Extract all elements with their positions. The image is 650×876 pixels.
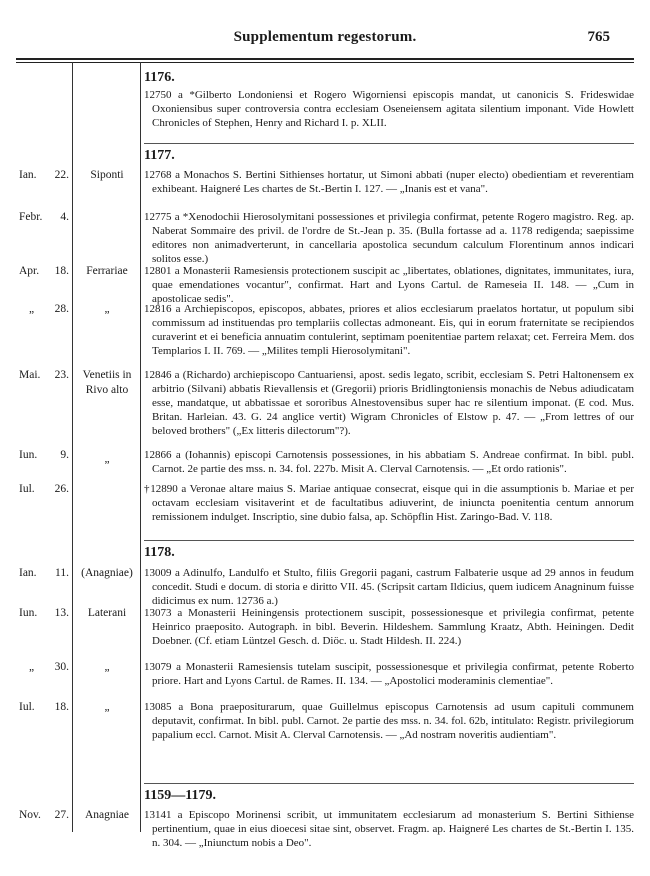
date-month: Iun.: [19, 607, 38, 619]
entry-text: 12846 a (Richardo) archiepiscopo Cantuariensi, apost. sedis legato, scribit, ecclesiam S. Petri Haltonensem ex arbitrio (Silvani) abbatis Rievallensis et (Gregorii) prioris Bridlingtoniensis monachis de Nebus adiudicatam esse, mandatque, ut abbatissae et sororibus Alnestovensibus super hac re silentium imponat. (E cod. Mus. Britan. Harleian. 43. G. 24 anglice vertit) Wigram Chronicles of Elstow p. 47. — „From lettres of our beloved brothers" („Ex litteris dilectorum"?).: [144, 369, 634, 438]
date-month: Ian.: [19, 169, 37, 181]
date-day: 28.: [54, 303, 69, 315]
entry-text: 13085 a Bona praepositurarum, quae Guillelmus episcopus Carnotensis ad usum capituli communem deputavit, confirmat. In bibl. publ. Carnot. 2e partie des mss. n. 34. fol. 62b, intitulato: Registr. privilegiorum papalium eccl. Carnot. Misit A. Clerval Carnotensis. — „Ad nostram noveritis audientiam".: [144, 701, 634, 742]
entry-text: 13079 a Monasterii Ramesiensis tutelam suscipit, possessionesque et privilegia confirmat, petente Roberto priore. Hart and Lyons Cartul. de Rames. II. 134. — „Apostolici moderaminis clementiae".: [144, 661, 634, 688]
year-rule: [144, 783, 634, 784]
date-day: 11.: [55, 567, 69, 579]
date-day: 13.: [54, 607, 69, 619]
year-rule: [144, 143, 634, 144]
entry-place: (Anagniae): [81, 567, 133, 579]
entry-text: 12801 a Monasterii Ramesiensis protectionem suscipit ac „libertates, oblationes, dignitates, immunitates, iura, quae emendationes vocantur", confirmat. Hart and Lyons Cartul. de Rameseia II. 148. — „Cum in apostolicae sedis".: [144, 265, 634, 306]
page-header-title: Supplementum regestorum.: [233, 29, 417, 45]
entry-text: 13073 a Monasterii Heiningensis protectionem suscipit, possessionesque et privilegia confirmat, petente Heinrico praeposito. Autograph. in bibl. Beverin. Hildeshem. Sammlung Kraatz, Abth. Heiningen. Dedit Doebner. (Cf. etiam Lüntzel Gesch. d. Diöc. u. Stadt Hildesh. II. 224.): [144, 607, 634, 648]
entry-place: Siponti: [90, 169, 124, 181]
entry-text: 12750 a *Gilberto Londoniensi et Rogero Wigorniensi episcopis mandat, ut canonicis S. Frideswidae Oxoniensibus super controversia contra ecclesiam Oseneiensem agitata silentium imponant. Vide Howlett Chronicles of Stephen, Henry and Richard I. p. XLII.: [144, 89, 634, 130]
year-heading: 1178.: [144, 545, 175, 560]
entry-text: 12816 a Archiepiscopos, episcopos, abbates, priores et alios ecclesiarum praelatos hortatur, ut populum sibi commissum ad instituendas pro templariis collectas admoneant. Eis, qui in eorum fraternitate se recipiendos curaverint et ei beneficia annuatim contulerint, septimam poenitentiae partem relaxat; cet. Ferreira Mem. dos Templarios I. II. 769. — „Milites templi Hierosolymitani".: [144, 303, 634, 358]
column-divider-date: [72, 62, 73, 832]
date-month: Ian.: [19, 567, 37, 579]
date-day: 26.: [54, 483, 69, 495]
column-divider-place: [140, 62, 141, 832]
date-day: 18.: [54, 701, 69, 713]
date-month: Iun.: [19, 449, 38, 461]
entry-text: 13141 a Episcopo Morinensi scribit, ut immunitatem ecclesiarum ad monasterium S. Bertini Sithiense pertinentium, quae in eius dioecesi sitae sint, observet. Fragm. ap. Haigneré Les chartes de St.-Bertin I. 135. n. 304. — „Iniunctum nobis a Deo".: [144, 809, 634, 850]
header-rule-thin: [16, 62, 634, 63]
entry-text: 12768 a Monachos S. Bertini Sithienses hortatur, ut Simoni abbati (nuper electo) obedientiam et reverentiam exhibeant. Haigneré Les chartes de St.-Bertin I. 127. — „Inanis est et vana".: [144, 169, 634, 196]
date-day: 9.: [60, 449, 69, 461]
date-day: 4.: [60, 211, 69, 223]
entry-place: Venetiis in Rivo alto: [82, 369, 132, 396]
page-number: 765: [587, 29, 610, 45]
entry-text: 12775 a *Xenodochii Hierosolymitani possessiones et privilegia confirmat, petente Rogero magistro. Reg. ap. Naberat Sommaire des privil. de l'ordre de St.-Jean p. 35. (Bulla fortasse ad a. 1178 redigenda; saepissime editores non animadverterunt, in cancellaria apostolica secundum calculum Florentinum annos indicari solitos esse.): [144, 211, 634, 266]
year-heading: 1176.: [144, 70, 175, 85]
date-day: 22.: [54, 169, 69, 181]
year-heading: 1177.: [144, 148, 175, 163]
entry-place: „: [104, 661, 110, 673]
entry-place: Anagniae: [84, 809, 130, 821]
date-month: Mai.: [19, 369, 41, 381]
year-heading: 1159—1179.: [144, 788, 216, 803]
entry-text: 12866 a (Iohannis) episcopi Carnotensis possessiones, in his abbatiam S. Andreae confirmat. In bibl. publ. Carnot. 2e partie des mss. n. 34. fol. 227b. Misit A. Clerval Carnotensis. — „Et ordo rationis".: [144, 449, 634, 476]
date-day: 23.: [54, 369, 69, 381]
entry-place: „: [104, 303, 110, 315]
date-month: Febr.: [19, 211, 43, 223]
date-day: 30.: [54, 661, 69, 673]
date-day: 18.: [54, 265, 69, 277]
entry-text: 13009 a Adinulfo, Landulfo et Stulto, filiis Gregorii pagani, castrum Falbaterie usque ad 29 annos in feudum concedit. Studi e docum. di storia e diritto VII. 45. (Scripsit cartam Ildicius, quem iudicem Anagninum fuisse didicimus ex num. 12736 a.): [144, 567, 634, 608]
date-month: Nov.: [19, 809, 41, 821]
entry-place: „: [104, 701, 110, 713]
date-month: Apr.: [19, 265, 40, 277]
entry-place: Ferrariae: [86, 265, 128, 277]
date-month: Iul.: [19, 483, 35, 495]
date-month: „: [29, 303, 35, 315]
entry-place: Laterani: [87, 607, 127, 619]
date-day: 27.: [54, 809, 69, 821]
year-rule: [144, 540, 634, 541]
date-month: Iul.: [19, 701, 35, 713]
entry-place: „: [104, 453, 110, 465]
entry-text: †12890 a Veronae altare maius S. Mariae antiquae consecrat, eisque qui in die assumptionis b. Mariae et per octavam ecclesiam visitaverint et de facultatibus adiuverint, de iniuncta poenitentia centum annorum remissionem indulget. Inscriptio, sine dubio falsa, ap. Schöpflin Hist. Zaringo-Bad. V. 118.: [144, 483, 634, 524]
date-month: „: [29, 661, 35, 673]
header-rule: [16, 58, 634, 60]
